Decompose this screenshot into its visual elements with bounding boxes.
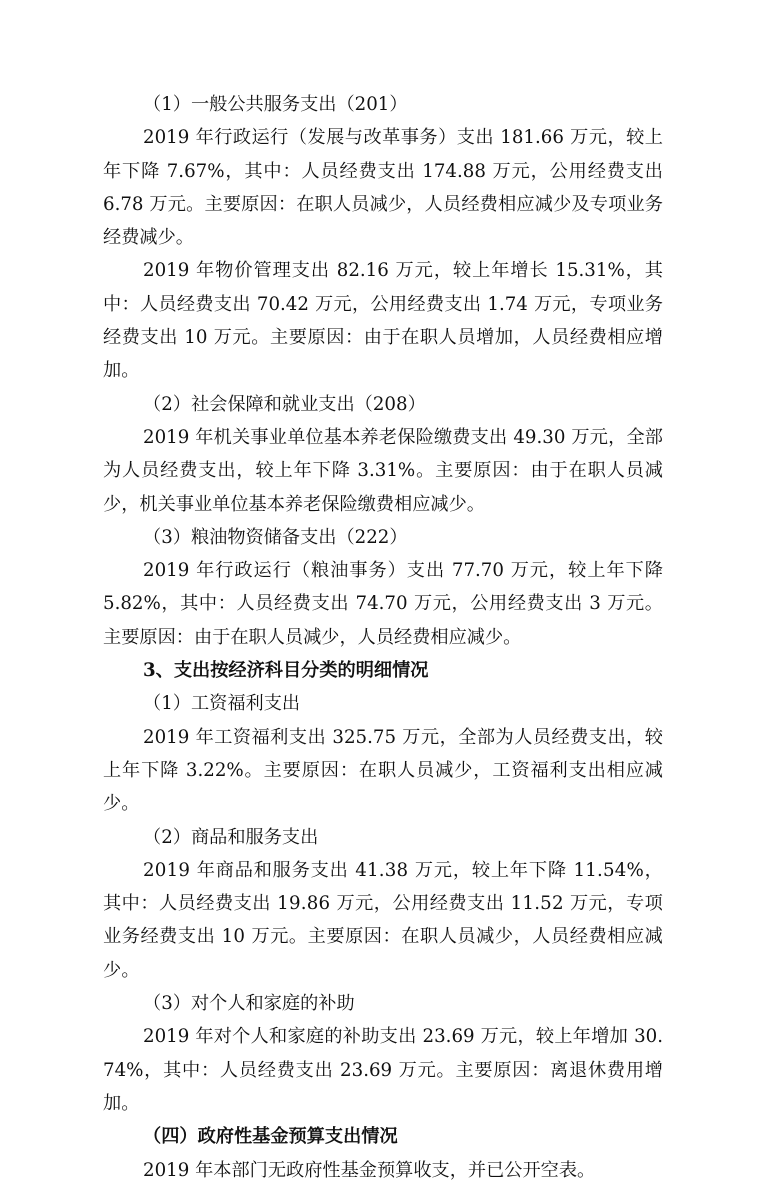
paragraph-goods-services: 2019 年商品和服务支出 41.38 万元，较上年下降 11.54%，其中：人员经费支出 19.86 万元，公用经费支出 11.52 万元，专项业务经费支出 10 万元。主要原因：在职人员减少，人员经费相应减少。 [103,859,663,981]
paragraph-wage-welfare: 2019 年工资福利支出 325.75 万元，全部为人员经费支出，较上年下降 3.22%。主要原因：在职人员减少，工资福利支出相应减少。 [103,726,663,815]
subheading-individual-family-subsidy: （3）对个人和家庭的补助 [143,993,355,1015]
paragraph-individual-family-subsidy: 2019 年对个人和家庭的补助支出 23.69 万元，较上年增加 30.74%，其中：人员经费支出 23.69 万元。主要原因：离退休费用增加。 [103,1026,663,1114]
heading-government-fund-budget: （四）政府性基金预算支出情况 [143,1126,398,1148]
document-body [103,88,663,1187]
subheading-grain-oil-reserve: （3）粮油物资储备支出（222） [143,526,408,548]
paragraph-government-fund-budget: 2019 年本部门无政府性基金预算收支，并已公开空表。 [143,1159,596,1181]
subheading-wage-welfare: （1）工资福利支出 [143,693,301,715]
paragraph-admin-operation-development-reform: 2019 年行政运行（发展与改革事务）支出 181.66 万元，较上年下降 7.67%，其中：人员经费支出 174.88 万元，公用经费支出 6.78 万元。主要原因：在职人员减少，人员经费相应减少及专项业务经费减少。 [103,127,663,249]
subheading-goods-services: （2）商品和服务支出 [143,826,319,848]
subheading-general-public-services: （1）一般公共服务支出（201） [143,94,408,115]
paragraph-pension-insurance: 2019 年机关事业单位基本养老保险缴费支出 49.30 万元，全部为人员经费支出，较上年下降 3.31%。主要原因：由于在职人员减少，机关事业单位基本养老保险缴费相应减少。 [103,426,663,515]
heading-economic-classification: 3、支出按经济科目分类的明细情况 [143,660,429,682]
paragraph-price-management: 2019 年物价管理支出 82.16 万元，较上年增长 15.31%，其中：人员经费支出 70.42 万元，公用经费支出 1.74 万元，专项业务经费支出 10 万元。主要原因：由于在职人员增加，人员经费相应增加。 [103,260,663,382]
paragraph-grain-oil-operation: 2019 年行政运行（粮油事务）支出 77.70 万元，较上年下降 5.82%，其中：人员经费支出 74.70 万元，公用经费支出 3 万元。主要原因：由于在职人员减少，人员经费相应减少。 [103,560,663,648]
subheading-social-security-employment: （2）社会保障和就业支出（208） [143,393,426,415]
